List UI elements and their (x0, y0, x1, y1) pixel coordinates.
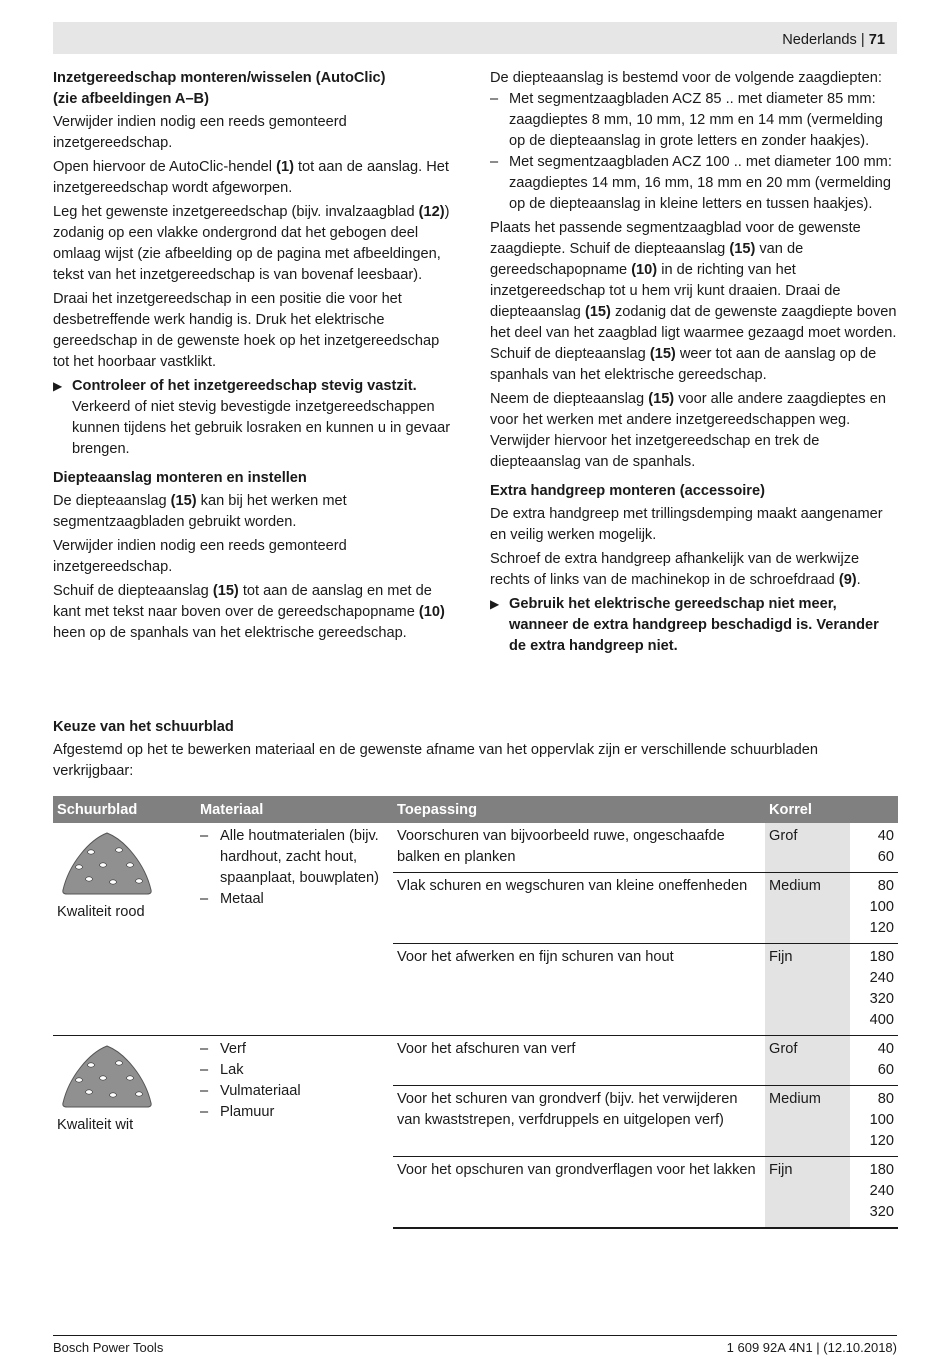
warning-title: Controleer of het inzetgereedschap stevig vastzit. (72, 378, 417, 394)
use-cell: Voor het schuren van grondverf (bijv. het verwijderen van kwaststrepen, verfdruppels en uitgelopen verf) (393, 1086, 765, 1157)
table-row (53, 823, 898, 873)
list-item: – Met segmentzaagbladen ACZ 100 .. met diameter 100 mm: zaagdieptes 14 mm, 16 mm, 18 mm en 20 mm (vermelding op de diepteaanslag in kleine letters en tussen haakjes). (490, 154, 892, 212)
material-item: – Lak (200, 1062, 244, 1078)
reference-number: (1) (276, 159, 294, 175)
reference-number: (15) (584, 304, 611, 320)
use-cell: Voor het afwerken en fijn schuren van hout (393, 944, 765, 1036)
paragraph: De diepteaanslag (15) kan bij het werken met segmentzaagbladen gebruikt worden. (53, 493, 347, 530)
section-autoclic-title-line1: Inzetgereedschap monteren/wisselen (AutoClic) (53, 70, 386, 86)
section-autoclic-title-line2: (zie afbeeldingen A–B) (53, 91, 209, 107)
grit-cell: 180 240 320 400 (850, 944, 898, 1036)
paper-quality-label: Kwaliteit rood (57, 904, 145, 920)
paragraph: Leg het gewenste inzetgereedschap (bijv. invalzaagblad (12)) zodanig op een vlakke ondergrond dat het gebogen deel omlaag wijst (zie afbeelding op de pagina met afbeeldingen, tekst van het inzetgereedschap is van bovenaf leesbaar). (53, 204, 450, 283)
reference-number: (12) (418, 204, 445, 220)
table-header-cell: Schuurblad (53, 796, 196, 823)
sanding-paper-icon (59, 1043, 155, 1111)
grit-cell: 80 100 120 (850, 873, 898, 944)
paper-cell (53, 1036, 196, 1229)
sanding-selection-section (53, 717, 898, 785)
paper-quality-label: Kwaliteit wit (57, 1117, 134, 1133)
use-cell: Voor het afschuren van verf (393, 1036, 765, 1086)
warning-note (53, 376, 458, 460)
left-column (53, 68, 458, 647)
paragraph: De diepteaanslag is bestemd voor de volgende zaagdiepten: (490, 70, 882, 86)
materials-cell (196, 1036, 393, 1229)
grade-cell: Medium (765, 1086, 850, 1157)
grit-cell: 180 240 320 (850, 1157, 898, 1229)
reference-number: (15) (649, 346, 676, 362)
material-item: – Alle houtmaterialen (bijv. hardhout, zacht hout, spaanplaat, bouwplaten) (200, 828, 380, 886)
table-header-cell: Korrel (765, 796, 898, 823)
grit-cell: 40 60 (850, 1036, 898, 1086)
table-header-cell: Toepassing (393, 796, 765, 823)
reference-number: (9) (838, 572, 857, 588)
grit-cell: 80 100 120 (850, 1086, 898, 1157)
selection-intro: Afgestemd op het te bewerken materiaal en de gewenste afname van het oppervlak zijn er verschillende schuurbladen verkrijgbaar: (53, 742, 819, 779)
paragraph: Verwijder indien nodig een reeds gemonteerd inzetgereedschap. (53, 538, 347, 575)
page-header (53, 22, 897, 54)
footer-doc-id: 1 609 92A 4N1 | (12.10.2018) (726, 1340, 897, 1355)
grade-cell: Grof (765, 1036, 850, 1086)
paragraph: Schuif de diepteaanslag (15) tot aan de aanslag en met de kant met tekst naar boven over de gereedschapopname (10) heen op de spanhals van het elektrische gereedschap. (53, 583, 445, 641)
warning-note (490, 594, 898, 657)
material-item: – Vulmateriaal (200, 1083, 301, 1099)
footer-brand: Bosch Power Tools (53, 1340, 164, 1355)
table-header-row (53, 796, 898, 823)
paragraph: Schroef de extra handgreep afhankelijk van de werkwijze rechts of links van de machinekop in de schroefdraad (9). (490, 551, 861, 588)
use-cell: Voor het opschuren van grondverflagen voor het lakken (393, 1157, 765, 1229)
reference-number: (15) (212, 583, 239, 599)
material-item: – Metaal (200, 891, 264, 907)
section-handle-title: Extra handgreep monteren (accessoire) (490, 483, 765, 499)
warning-triangle-icon: ▶ (53, 379, 63, 393)
header-language: Nederlands (782, 32, 857, 48)
warning-triangle-icon: ▶ (490, 597, 500, 611)
right-column (490, 68, 898, 660)
material-item: – Plamuur (200, 1104, 275, 1120)
reference-number: (10) (418, 604, 445, 620)
use-cell: Voorschuren van bijvoorbeeld ruwe, ongeschaafde balken en planken (397, 828, 725, 865)
selection-title: Keuze van het schuurblad (53, 719, 234, 735)
reference-number: (15) (648, 391, 675, 407)
paragraph: Verwijder indien nodig een reeds gemonteerd inzetgereedschap. (53, 114, 347, 151)
header-separator: | (860, 32, 865, 48)
paragraph: De extra handgreep met trillingsdemping maakt aangenamer en veilig werken mogelijk. (490, 506, 883, 543)
paragraph: Plaats het passende segmentzaagblad voor de gewenste zaagdiepte. Schuif de diepteaanslag (15) van de gereedschapopname (10) in de richting van het inzetgereedschap tot u hem vrij kunt draaien. Draai de diepteaanslag (15) zodanig dat de gewenste zaagdiepte boven het deel van het zaagblad ligt waarmee gezaagd moet worden. Schuif de diepteaanslag (15) weer tot aan de aanslag op de spanhals van het elektrische gereedschap. (490, 220, 897, 383)
section-depth-stop-title: Diepteaanslag monteren en instellen (53, 470, 307, 486)
list-item: – Met segmentzaagbladen ACZ 85 .. met diameter 85 mm: zaagdieptes 8 mm, 10 mm, 12 mm en 14 mm (vermelding op de diepteaanslag in grote letters en zonder haakjes). (490, 91, 883, 149)
paper-cell (53, 823, 196, 1036)
page-number: 71 (868, 32, 885, 48)
sanding-paper-table (53, 796, 898, 1229)
grade-cell: Grof (765, 823, 850, 873)
section-autoclic-title (53, 68, 458, 110)
material-item: – Verf (200, 1041, 246, 1057)
reference-number: (15) (729, 241, 756, 257)
paragraph: Open hiervoor de AutoClic-hendel (1) tot aan de aanslag. Het inzetgereedschap wordt afgeworpen. (53, 159, 449, 196)
paragraph: Draai het inzetgereedschap in een positie die voor het desbetreffende werk handig is. Druk het elektrische gereedschap in de gewenste hoek op het inzetgereedschap tot het hoorbaar vastklikt. (53, 291, 440, 370)
warning-text: Verkeerd of niet stevig bevestigde inzetgereedschappen kunnen tijdens het gebruik losraken en kunnen u in gevaar brengen. (72, 399, 451, 457)
grade-cell: Medium (765, 873, 850, 944)
reference-number: (10) (631, 262, 658, 278)
sanding-paper-icon (59, 830, 155, 898)
grade-cell: Fijn (765, 1157, 850, 1229)
materials-cell (196, 823, 393, 1036)
grade-cell: Fijn (765, 944, 850, 1036)
reference-number: (15) (170, 493, 197, 509)
grit-cell: 40 60 (877, 828, 894, 865)
table-header-cell: Materiaal (196, 796, 393, 823)
warning-text: Gebruik het elektrische gereedschap niet meer, wanneer de extra handgreep beschadigd is. Verander de extra handgreep niet. (509, 596, 879, 654)
use-cell: Vlak schuren en wegschuren van kleine oneffenheden (393, 873, 765, 944)
table-row (53, 1036, 898, 1086)
page-footer (53, 1335, 897, 1355)
paragraph: Neem de diepteaanslag (15) voor alle andere zaagdieptes en voor het werken met andere inzetgereedschappen weg. Verwijder hiervoor het inzetgereedschap en trek de diepteaanslag van de spanhals. (490, 391, 886, 470)
